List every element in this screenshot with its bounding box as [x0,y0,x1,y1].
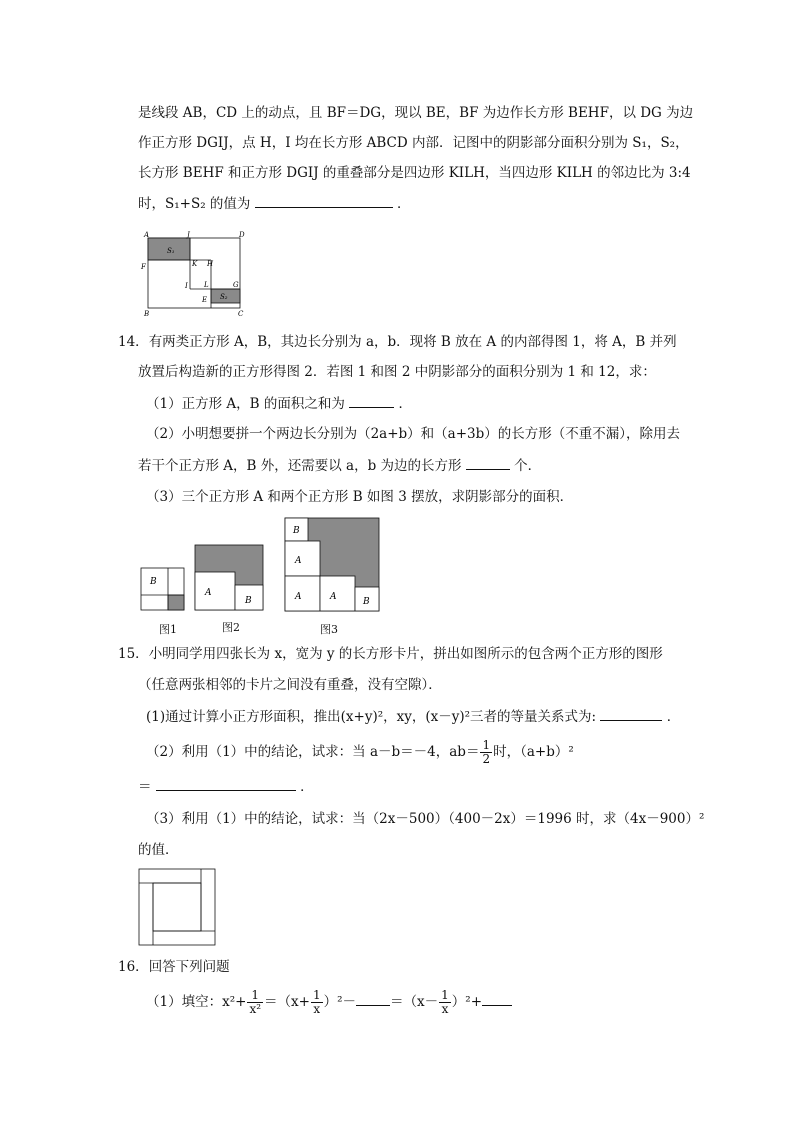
q14-part-2-text: 若干个正方形 A，B 外，还需要以 a，b 为边的长方形 [138,458,462,474]
q16-frac-3: $\frac{1}{x}$ [441,988,449,1016]
q14-part-1 [146,393,412,414]
q13-label-F: F [141,263,146,271]
q13-label-L: L [204,281,209,289]
q14-figures [138,515,383,620]
q14-part-1-blank[interactable] [349,393,394,408]
q15-part-3-line-2: 的值． [138,842,179,858]
q16-frac-2: $\frac{1}{x}$ [312,988,321,1016]
q16-text-e: ）²+ [451,994,483,1010]
q13-label-I: I [185,282,188,290]
q13-label-J: J [187,231,190,239]
q15-line-1 [118,644,663,664]
q15-part-1-text: (1)通过计算小正方形面积，推出(x+y)²，xy，(x－y)²三者的等量关系式为: [146,709,597,725]
q15-part-2 [146,736,574,768]
q14-part-2-line-2 [138,455,541,476]
q15-part-2-text: （2）利用（1）中的结论，试求：当 a－b＝－4，ab＝ [146,744,480,760]
q14-part-2-unit: 个． [514,458,542,474]
q13-label-D: D [239,231,245,239]
q15-part-2-text-b: 时，（a+b）² [493,744,574,760]
q16-line-1 [118,957,230,977]
q14-part-2-line-1: （2）小明想要拼一个两边长分别为（2a+b）和（a+3b）的长方形（不重不漏），除用去 [146,426,681,442]
q15-equals: ＝ [138,779,152,795]
fig2-label-A: A [205,588,212,598]
q16-blank-2[interactable] [482,991,512,1006]
q13-label-B: B [144,310,150,316]
q15-figure [138,868,218,948]
q15-part-1-blank[interactable] [600,706,662,721]
q16-title: 回答下列问题 [148,959,230,975]
fig3-label-B-bottom: B [363,597,370,607]
q13-question: 时，S₁+S₂ 的值为 [138,196,251,212]
q16-text-c: ）²－ [323,994,357,1010]
q13-period: ． [397,196,411,212]
q15-part-1-period: ． [666,709,681,725]
q16-frac-1: $\frac{1}{\text{x²}}$ [249,988,262,1016]
q14-part-3: （3）三个正方形 A 和两个正方形 B 如图 3 摆放，求阴影部分的面积． [146,489,574,505]
q15-stem-1: 小明同学用四张长为 x，宽为 y 的长方形卡片，拼出如图所示的包含两个正方形的图形 [148,646,663,662]
fig3-label-A1: A [295,556,302,566]
fig2-label-B: B [245,596,252,606]
q16-blank-1[interactable] [356,991,390,1006]
q15-number: 15． [118,646,149,662]
fig1-label-B: B [150,577,157,587]
q14-part-1-period: ． [398,396,412,412]
q14-stem-2: 放置后构造新的正方形得图 2．若图 1 和图 2 中阴影部分的面积分别为 1 和 12，求： [138,364,656,380]
q13-figure [138,228,250,316]
q14-number: 14． [118,334,149,350]
q13-label-S2: S₂ [220,293,228,301]
q13-label-K: K [192,260,198,268]
q13-answer-blank[interactable] [255,193,393,208]
fig3-label-B-top: B [293,526,300,536]
fig1-shade [168,595,184,610]
fig3-label-A2: A [295,592,302,602]
q15-part-2-answer [138,776,314,797]
q15-fraction: $\frac{1}{2}$ [482,738,491,766]
q16-number: 16． [118,959,149,975]
q13-label-A: A [144,231,150,239]
q13-text-line-2: 作正方形 DGIJ，点 H，I 均在长方形 ABCD 内部．记图中的阴影部分面积分别为 S₁，S₂， [138,135,689,151]
q15-stem-2: （任意两张相邻的卡片之间没有重叠，没有空隙）． [138,677,442,693]
fig3-caption: 图3 [320,623,338,636]
q14-line-1 [118,332,677,352]
q16-text-a: （1）填空：x²+ [146,994,247,1010]
q15-part-2-blank[interactable] [156,776,296,791]
q16-part-1 [146,985,512,1019]
q15-part-3-line-1: （3）利用（1）中的结论，试求：当（2x－500）（400－2x）＝1996 时，求（4x－900）² [146,811,705,827]
q15-part-2-period: ． [300,779,314,795]
fig1-caption: 图1 [159,623,177,636]
q13-label-S1: S₁ [167,247,175,255]
q16-text-d: ＝（x－ [390,994,439,1010]
q15-part-1 [146,706,680,727]
q13-text-line-1: 是线段 AB，CD 上的动点，且 BF＝DG，现以 BE，BF 为边作长方形 BEHF，以 DG 为边 [138,105,694,121]
q13-label-E: E [202,296,208,304]
q14-part-1-text: （1）正方形 A，B 的面积之和为 [146,396,345,412]
q13-text-line-3: 长方形 BEHF 和正方形 DGIJ 的重叠部分是四边形 KILH，当四边形 KILH 的邻边比为 3:4 [138,165,691,181]
q14-stem-1: 有两类正方形 A，B，其边长分别为 a，b．现将 B 放在 A 的内部得图 1，将 A，B 并列 [148,334,677,350]
q13-label-C: C [238,310,244,316]
q13-label-H: H [207,260,214,268]
q14-part-2-blank[interactable] [466,455,510,470]
q13-text-line-4 [138,193,411,214]
q16-text-b: ＝（x+ [264,994,310,1010]
fig2-caption: 图2 [222,621,240,634]
fig3-label-A3: A [330,592,337,602]
q13-label-G: G [233,281,239,289]
